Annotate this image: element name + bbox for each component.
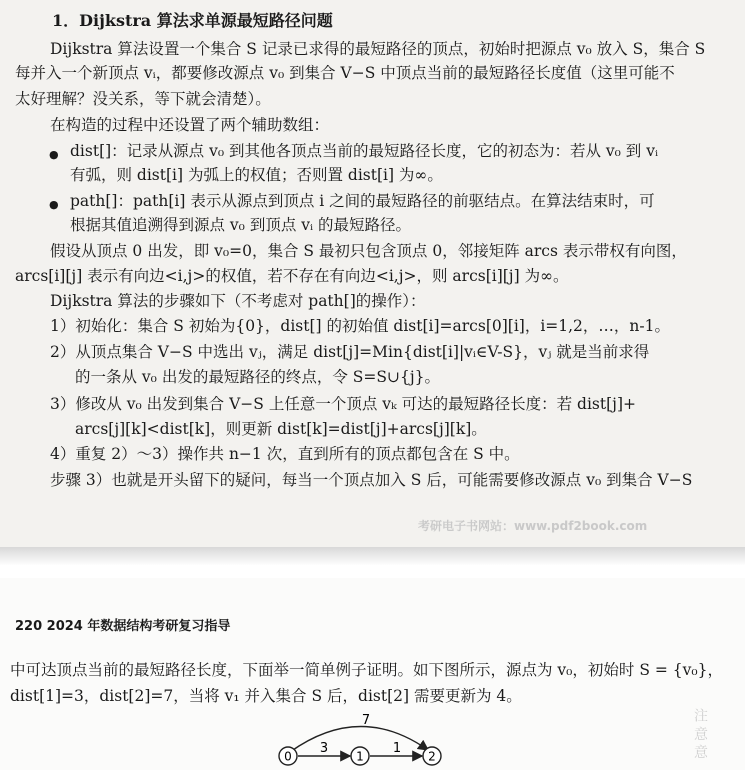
edge-weight-0-1: 3: [319, 741, 329, 756]
paragraph-3-line-2: arcs[i][j] 表示有向边<i,j>的权值，若不存在有向边<i,j>，则 arcs[i][j] 为∞。: [15, 267, 569, 285]
margin-note: 注 意 意: [692, 708, 708, 759]
book-page-lower: [0, 578, 745, 770]
bullet-path-line-2: 根据其值追溯得到源点 v₀ 到顶点 vᵢ 的最短路径。: [70, 216, 412, 234]
graph-diagram: [270, 710, 450, 768]
page-separator: [0, 547, 745, 578]
node-0-label: 0: [284, 749, 292, 764]
bullet-path-line-1: ● path[]：path[i] 表示从源点到顶点 i 之间的最短路径的前驱结点。在算法结束时，可: [70, 191, 655, 212]
bullet-dist-line-2: 有弧，则 dist[i] 为弧上的权值；否则置 dist[i] 为∞。: [70, 166, 443, 184]
paragraph-4: Dijkstra 算法的步骤如下（不考虑对 path[]的操作）：: [50, 292, 426, 310]
step-2-line-1: 2）从顶点集合 V−S 中选出 vⱼ，满足 dist[j]=Min{dist[i]|vᵢ∈V-S}，vⱼ 就是当前求得: [50, 343, 650, 361]
paragraph-1-line-3: 太好理解？没关系，等下就会清楚）。: [15, 90, 271, 108]
edge-weight-0-2: 7: [361, 713, 371, 728]
node-2-label: 2: [428, 749, 436, 764]
node-1-label: 1: [356, 749, 364, 764]
watermark: 考研电子书网站：www.pdf2book.com: [418, 519, 648, 533]
step-3-line-1: 3）修改从 v₀ 出发到集合 V−S 上任意一个顶点 vₖ 可达的最短路径长度：若 dist[j]+: [50, 395, 636, 413]
paragraph-1-line-2: 每并入一个新顶点 vᵢ，都要修改源点 v₀ 到集合 V−S 中顶点当前的最短路径长度值（这里可能不: [15, 64, 675, 82]
section-title: 1．Dijkstra 算法求单源最短路径问题: [52, 11, 333, 30]
page2-line-1: 中可达顶点当前的最短路径长度，下面举一简单例子证明。如下图所示，源点为 v₀，初始时 S = {v₀}，: [10, 661, 723, 679]
step-3-line-2: arcs[j][k]<dist[k]，则更新 dist[k]=dist[j]+arcs[j][k]。: [75, 420, 487, 438]
paragraph-3-line-1: 假设从顶点 0 出发，即 v₀=0，集合 S 最初只包含顶点 0，邻接矩阵 arcs 表示带权有向图，: [50, 242, 687, 260]
page-header: 220 2024 年数据结构考研复习指导: [15, 619, 231, 634]
bullet-dist-line-1: ● dist[]：记录从源点 v₀ 到其他各顶点当前的最短路径长度，它的初态为：若从 v₀ 到 vᵢ: [70, 141, 658, 162]
paragraph-2: 在构造的过程中还设置了两个辅助数组：: [50, 116, 330, 134]
step-2-line-2: 的一条从 v₀ 出发的最短路径的终点，令 S=S∪{j}。: [75, 368, 440, 386]
paragraph-1-line-1: Dijkstra 算法设置一个集合 S 记录已求得的最短路径的顶点，初始时把源点 v₀ 放入 S，集合 S: [50, 40, 706, 58]
paragraph-5: 步骤 3）也就是开头留下的疑问，每当一个顶点加入 S 后，可能需要修改源点 v₀ 到集合 V−S: [50, 471, 693, 489]
step-1: 1）初始化：集合 S 初始为{0}，dist[] 的初始值 dist[i]=arcs[0][i]，i=1,2，…，n-1。: [50, 317, 671, 335]
page2-line-2: dist[1]=3，dist[2]=7，当将 v₁ 并入集合 S 后，dist[2] 需要更新为 4。: [10, 687, 522, 705]
step-4: 4）重复 2）～3）操作共 n−1 次，直到所有的顶点都包含在 S 中。: [50, 445, 520, 463]
edge-weight-1-2: 1: [392, 741, 402, 756]
